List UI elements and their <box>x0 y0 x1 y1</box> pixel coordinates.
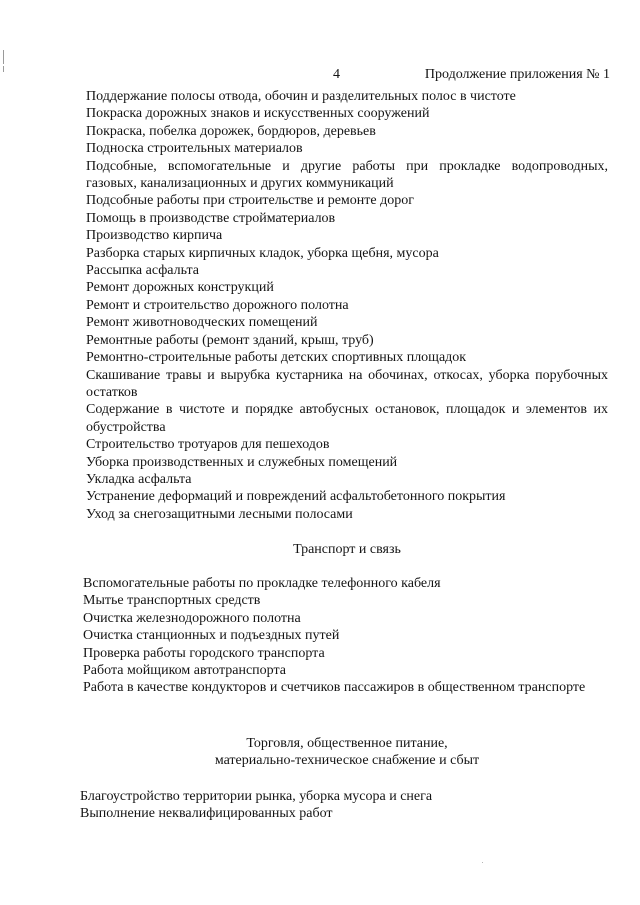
list-item: Ремонт животноводческих помещений <box>86 315 318 331</box>
list-item: Ремонт дорожных конструкций <box>86 280 274 296</box>
list-item: Благоустройство территории рынка, уборка мусора и снега <box>80 789 433 804</box>
list-item: Подсобные, вспомогательные и другие работы при прокладке водопроводных, газовых, канализационных и других коммуникаций <box>86 158 608 192</box>
works-list-transport <box>83 575 608 697</box>
list-item: Производство кирпича <box>86 228 223 244</box>
list-item: Мытье транспортных средств <box>83 593 261 609</box>
scan-edge-mark <box>3 66 4 72</box>
works-list-trade <box>80 788 608 823</box>
list-item: Покраска, побелка дорожек, бордюров, деревьев <box>86 123 376 139</box>
list-item: Уход за снегозащитными лесными полосами <box>86 506 353 522</box>
list-item: Рассыпка асфальта <box>86 263 199 279</box>
section-heading-transport: Транспорт и связь <box>293 542 401 557</box>
appendix-continuation-label: Продолжение приложения № 1 <box>424 67 610 82</box>
list-item: Работа мойщиком автотранспорта <box>83 663 286 679</box>
scan-edge-mark <box>3 50 4 64</box>
list-item: Подноска строительных материалов <box>86 141 303 157</box>
list-item: Подсобные работы при строительстве и ремонте дорог <box>86 193 414 209</box>
section-heading-line: материально-техническое снабжение и сбыт <box>214 753 480 769</box>
list-item: Покраска дорожных знаков и искусственных сооружений <box>86 106 430 122</box>
list-item: Проверка работы городского транспорта <box>83 645 325 661</box>
list-item: Поддержание полосы отвода, обочин и разделительных полос в чистоте <box>86 89 516 104</box>
list-item: Выполнение неквалифицированных работ <box>80 806 333 822</box>
list-item: Вспомогательные работы по прокладке телефонного кабеля <box>83 576 441 591</box>
list-item: Ремонт и строительство дорожного полотна <box>86 297 349 313</box>
list-item: Уборка производственных и служебных помещений <box>86 454 398 470</box>
list-item: Очистка железнодорожного полотна <box>83 610 301 626</box>
list-item: Скашивание травы и вырубка кустарника на обочинах, откосах, уборка порубочных остатков <box>86 367 608 400</box>
list-item: Очистка станционных и подъездных путей <box>83 628 340 644</box>
list-item: Строительство тротуаров для пешеходов <box>86 437 330 453</box>
section-heading-trade <box>86 735 608 770</box>
section-heading-line: Торговля, общественное питание, <box>246 736 448 751</box>
list-item: Помощь в производстве стройматериалов <box>86 210 336 226</box>
list-item: Устранение деформаций и повреждений асфальтобетонного покрытия <box>86 489 506 505</box>
works-list-construction <box>86 88 608 523</box>
list-item: Работа в качестве кондукторов и счетчиков пассажиров в общественном транспорте <box>83 680 586 696</box>
list-item: Укладка асфальта <box>86 471 192 487</box>
page-number: 4 <box>333 67 340 82</box>
list-item: Разборка старых кирпичных кладок, уборка щебня, мусора <box>86 245 439 261</box>
list-item: Ремонтные работы (ремонт зданий, крыш, труб) <box>86 332 374 348</box>
list-item: Содержание в чистоте и порядке автобусных остановок, площадок и элементов их обустройства <box>86 402 608 435</box>
list-item: Ремонтно-строительные работы детских спортивных площадок <box>86 350 467 366</box>
scan-speck <box>482 862 483 863</box>
